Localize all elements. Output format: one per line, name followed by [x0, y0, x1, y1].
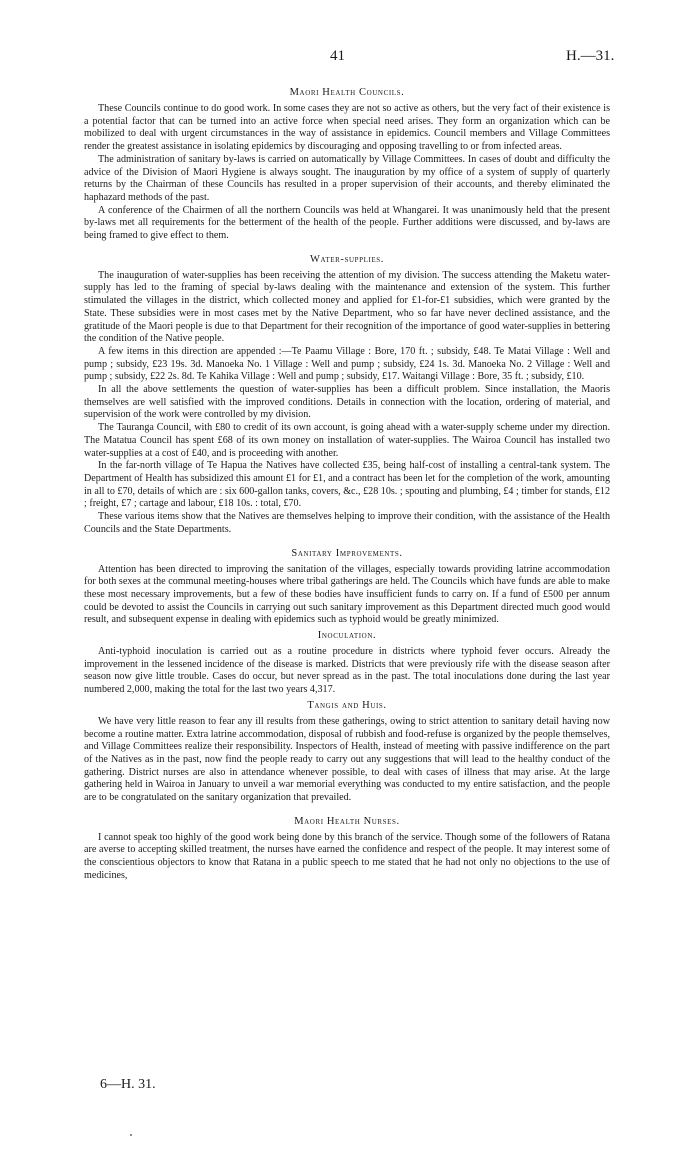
section-heading-maori-health-nurses: Maori Health Nurses.	[294, 815, 400, 827]
paragraph: A conference of the Chairmen of all the northern Councils was held at Whangarei. It was unanimously held that the present by-laws met all requirements for the betterment of the health of the people. Further additions were discussed, and by-laws are being framed to give effect to them.	[84, 204, 610, 242]
page-body	[84, 86, 610, 883]
paragraph: Attention has been directed to improving the sanitation of the villages, especially towards providing latrine accommodation for both sexes at the communal meeting-houses where tribal gatherings are held. The Councils which have funds are able to make these most necessary improvements, but a few of these bodies have insufficient funds to carry on. If a fund of £500 per annum could be devoted to assist the Councils in carrying out such sanitary improvement as this Department directed much good would result, and subsequent expense in dealing with epidemics such as typhoid would be greatly minimized.	[84, 563, 610, 626]
paragraph: The administration of sanitary by-laws is carried on automatically by Village Committees. In cases of doubt and difficulty the advice of the Division of Maori Hygiene is always sought. The inauguration by my office of a system of supply of quarterly returns by the Chairman of these Councils has resulted in a proper supervision of their accounts, and thereby eliminated the haphazard methods of the past.	[84, 153, 610, 203]
section-heading-water-supplies: Water-supplies.	[309, 253, 385, 265]
section-heading-sanitary-improvements: Sanitary Improvements.	[291, 547, 403, 559]
paragraph: I cannot speak too highly of the good work being done by this branch of the service. Though some of the followers of Ratana are averse to accepting skilled treatment, the nurses have earned the confidence and respect of the people. It may interest some of the conscientious objectors to know that Ratana in a public speech to me stated that he had not only no objections to the use of medicines,	[84, 831, 610, 881]
footer-signature: 6—H. 31.	[100, 1077, 156, 1092]
paragraph: The inauguration of water-supplies has been receiving the attention of my division. The success attending the Maketu water-supply has led to the framing of special by-laws dealing with the maintenance and extension of the system. This further stimulated the villages in the district, which collected money and applied for £1-for-£1 subsidies, which were granted by the State. These subsidies were in most cases met by the Native Department, who so far have never declined assistance, and the gratitude of the Maori people is due to that Department for their recognition of the importance of good water-supplies in bettering the condition of the Native people.	[84, 269, 610, 345]
paragraph: Anti-typhoid inoculation is carried out as a routine procedure in districts where typhoid fever occurs. Already the improvement in the lessened incidence of the disease is marked. Districts that were previously rife with the disease season after season now give little trouble. Cases do occur, but never spread as in the past. The total inoculations done during the last year numbered 2,000, making the total for the last two years 4,317.	[84, 646, 610, 696]
paragraph: We have very little reason to fear any ill results from these gatherings, owing to strict attention to sanitary detail having now become a routine matter. Extra latrine accommodation, disposal of rubbish and food-refuse is organized by the people themselves, and Village Committees realize their responsibility. Inspectors of Health, instead of meeting with passive indifference on the part of the Natives as in the past, now find the people ready to carry out any suggestions that will lead to the healthy conduct of the gathering. District nurses are also in attendance whenever possible, to deal with cases of illness that may arise. At the large gathering held in Wairoa in January to unveil a war memorial everything was conducted to my entire satisfaction, and the people are to be congratulated on the sanitary organization that prevailed.	[84, 715, 610, 804]
document-reference: H.—31.	[566, 48, 615, 64]
section-heading-maori-health-councils: Maori Health Councils.	[289, 87, 405, 98]
paragraph: The Tauranga Council, with £80 to credit of its own account, is going ahead with a water-supply scheme under my direction. The Matatua Council has spent £68 of its own money on installation of water-supplies. The Wairoa Council has installed two water-supplies at a cost of £40, and is proceeding with another.	[84, 422, 610, 459]
paragraph: In the far-north village of Te Hapua the Natives have collected £35, being half-cost of installing a central-tank system. The Department of Health has subsidized this amount £1 for £1, and a contract has been let for the completion of the work, amounting in all to £70, details of which are : six 600-gallon tanks, covers, &c., £28 10s. ; spouting and plumbing, £4 ; timber for stands, £12 ; freight, £7 ; cartage and labour, £18 10s. : total, £70.	[84, 460, 610, 510]
section-heading-inoculation: Inoculation.	[317, 630, 377, 642]
stray-mark	[130, 1134, 132, 1136]
paragraph: A few items in this direction are appended :—Te Paamu Village : Bore, 170 ft. ; subsidy, £48. Te Matai Village : Well and pump ; subsidy, £23 19s. 3d. Manoeka No. 1 Village : Well and pump ; subsidy, £24 1s. 3d. Manoeka No. 2 Village : Well and pump ; subsidy, £22 2s. 8d. Te Kahika Village : Well and pump ; subsidy, £17. Waitangi Village : Bore, 35 ft. ; subsidy, £10.	[84, 345, 610, 383]
page-number: 41	[330, 48, 345, 64]
paragraph: These various items show that the Natives are themselves helping to improve their condition, with the assistance of the Health Councils and the State Departments.	[84, 511, 610, 535]
paragraph: In all the above settlements the question of water-supplies has been a difficult problem. Since installation, the Maoris themselves are well satisfied with the improved conditions. Details in connection with the location, ordering of material, and supervision of the work were controlled by my division.	[84, 384, 610, 421]
paragraph: These Councils continue to do good work. In some cases they are not so active as others, but the very fact of their existence is a potential factor that can be turned into an active force when special need arises. They form an organization which can be mobilized to deal with urgent circumstances in the way of assistance in epidemics. Council members and Village Committees render the greatest assistance in isolating epidemics by discouraging and opposing travelling to or from infected areas.	[84, 103, 610, 153]
section-heading-tangis-and-huis: Tangis and Huis.	[307, 699, 387, 711]
